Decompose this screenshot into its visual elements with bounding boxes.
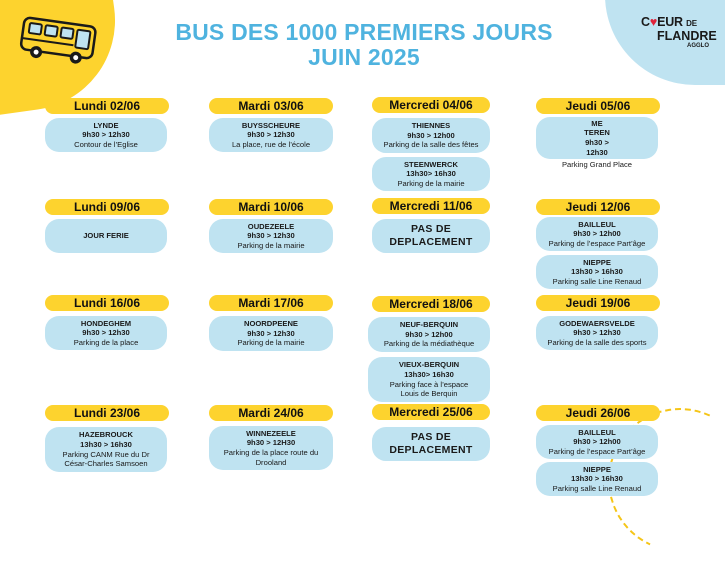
day-label: Mardi 10/06 bbox=[209, 199, 333, 215]
stop-card: GODEWAERSVELDE 9h30 > 12h30 Parking de la salle des sports bbox=[536, 316, 658, 350]
stop-card: NOORDPEENE 9h30 > 12h30 Parking de la mairie bbox=[209, 316, 333, 351]
coeur-de-flandre-logo: C♥EUR DE FLANDRE AGGLO bbox=[641, 15, 717, 49]
day-label: Jeudi 05/06 bbox=[536, 98, 660, 114]
day-label: Jeudi 19/06 bbox=[536, 295, 660, 311]
day-label: Jeudi 26/06 bbox=[536, 405, 660, 421]
stop-card: PAS DE DEPLACEMENT bbox=[372, 219, 490, 253]
stop-card: HAZEBROUCK 13h30 > 16h30 Parking CANM Rue du Dr César-Charles Samsoen bbox=[45, 427, 167, 472]
stop-card: OUDEZEELE 9h30 > 12h30 Parking de la mairie bbox=[209, 219, 333, 253]
stop-card: PAS DE DEPLACEMENT bbox=[372, 427, 490, 461]
day-label: Mardi 03/06 bbox=[209, 98, 333, 114]
day-label: Mercredi 04/06 bbox=[372, 97, 490, 113]
stop-card: STEENWERCK 13h30> 16h30 Parking de la mairie bbox=[372, 157, 490, 191]
stop-card: JOUR FERIE bbox=[45, 219, 167, 253]
day-label: Lundi 16/06 bbox=[45, 295, 169, 311]
day-label: Lundi 23/06 bbox=[45, 405, 169, 421]
stop-card: NEUF-BERQUIN 9h30 > 12h00 Parking de la médiathèque bbox=[368, 317, 490, 352]
stop-card: VIEUX-BERQUIN 13h30> 16h30 Parking face à l’espace Louis de Berquin bbox=[368, 357, 490, 402]
stop-card: BAILLEUL 9h30 > 12h00 Parking de l’espace Part’âge bbox=[536, 217, 658, 251]
day-label: Mercredi 11/06 bbox=[372, 198, 490, 214]
stop-card: BUYSSCHEURE 9h30 > 12h30 La place, rue de l’école bbox=[209, 118, 333, 152]
stop-card: NIEPPE 13h30 > 16h30 Parking salle Line Renaud bbox=[536, 255, 658, 289]
day-label: Mercredi 18/06 bbox=[372, 296, 490, 312]
stop-card: THIENNES 9h30 > 12h00 Parking de la salle des fêtes bbox=[372, 118, 490, 153]
stop-card: LYNDE 9h30 > 12h30 Contour de l’Eglise bbox=[45, 118, 167, 152]
day-label: Lundi 09/06 bbox=[45, 199, 169, 215]
stop-card: NIEPPE 13h30 > 16h30 Parking salle Line Renaud bbox=[536, 462, 658, 496]
page-title: BUS DES 1000 PREMIERS JOURS JUIN 2025 bbox=[175, 19, 553, 70]
stop-card: ME TEREN 9h30 > 12h30 bbox=[536, 117, 658, 159]
stop-card: HONDEGHEM 9h30 > 12h30 Parking de la place bbox=[45, 316, 167, 350]
stop-place: Parking Grand Place bbox=[561, 160, 633, 169]
day-label: Mercredi 25/06 bbox=[372, 404, 490, 420]
day-label: Mardi 24/06 bbox=[209, 405, 333, 421]
day-label: Mardi 17/06 bbox=[209, 295, 333, 311]
stop-card: WINNEZEELE 9h30 > 12H30 Parking de la place route du Drooland bbox=[209, 426, 333, 470]
day-label: Jeudi 12/06 bbox=[536, 199, 660, 215]
day-label: Lundi 02/06 bbox=[45, 98, 169, 114]
stop-card: BAILLEUL 9h30 > 12h00 Parking de l’espace Part’âge bbox=[536, 425, 658, 459]
